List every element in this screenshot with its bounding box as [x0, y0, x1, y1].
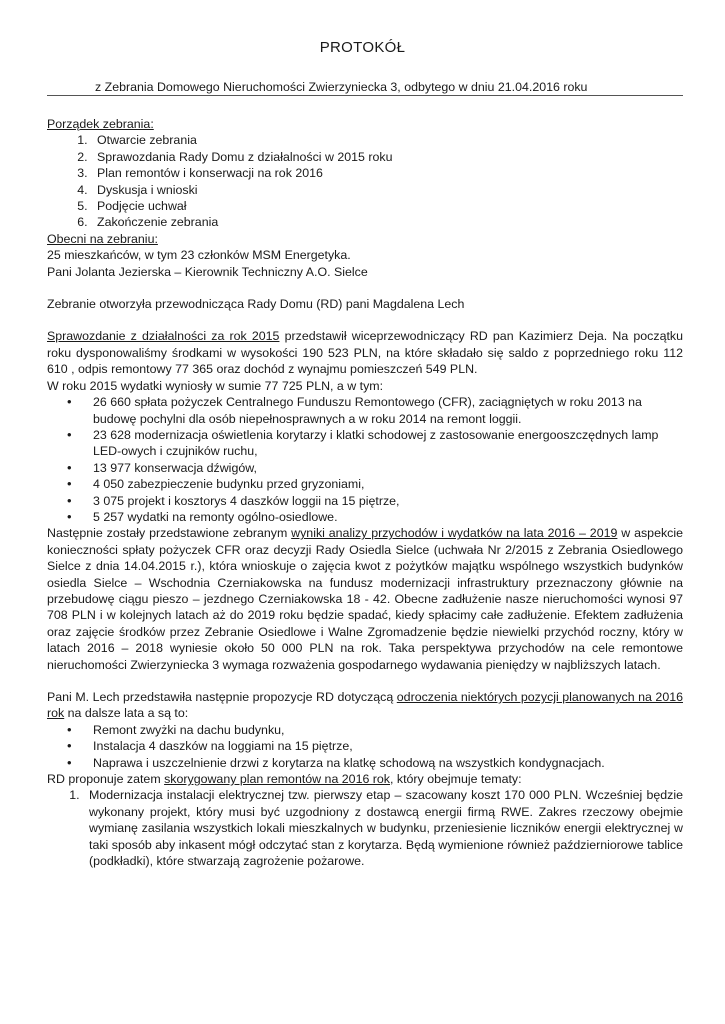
- list-item: 3. Plan remontów i konserwacji na rok 2016: [91, 165, 683, 181]
- list-item: • 4 050 zabezpieczenie budynku przed gryzoniami,: [87, 476, 683, 492]
- document-subtitle: z Zebrania Domowego Nieruchomości Zwierzyniecka 3, odbytego w dniu 21.04.2016 roku: [95, 80, 588, 94]
- list-item: • Naprawa i uszczelnienie drzwi z korytarza na klatkę schodową na wszystkich kondygnacjach.: [87, 755, 683, 771]
- analysis-pre: Następnie zostały przedstawione zebranym: [47, 526, 292, 541]
- expenses-list: [47, 394, 683, 525]
- analysis-link: wyniki analizy przychodów i wydatków na lata 2016 – 2019: [291, 526, 618, 541]
- list-item: 5. Podjęcie uchwał: [91, 198, 683, 214]
- list-item: • 5 257 wydatki na remonty ogólno-osiedlowe.: [87, 509, 683, 525]
- expenses-intro: W roku 2015 wydatki wyniosły w sumie 77 725 PLN, a w tym:: [47, 378, 384, 393]
- agenda-list: [47, 132, 683, 230]
- proposal-post: na dalsze lata a są to:: [64, 706, 189, 721]
- list-item: • 3 075 projekt i kosztorys 4 daszków loggii na 15 piętrze,: [87, 493, 683, 509]
- report-label: Sprawozdanie z działalności za rok 2015: [47, 329, 280, 344]
- list-item: • Instalacja 4 daszków na loggiami na 15 piętrze,: [87, 738, 683, 754]
- proposal-link: odroczenia niektórych pozycji planowanych na 2016 rok: [47, 690, 683, 721]
- attendance-heading: Obecni na zebraniu:: [47, 231, 158, 246]
- list-item: 6. Zakończenie zebrania: [91, 214, 683, 230]
- list-item: 2. Sprawozdania Rady Domu z działalności w 2015 roku: [91, 149, 683, 165]
- report-text: przedstawił wiceprzewodniczący RD pan Kazimierz Deja. Na początku roku dysponowaliśmy środkami w wysokości 190 523 PLN, na które składało się saldo z poprzedniego roku 112 610 , odpis remontowy 77 365 oraz dochód z wynajmu pomieszczeń 549 PLN.: [47, 329, 683, 377]
- corrected-plan-paragraph: [47, 771, 683, 787]
- corrected-pre: RD proponuje zatem: [47, 772, 165, 787]
- attendance-line: 25 mieszkańców, w tym 23 członków MSM Energetyka.: [47, 248, 351, 263]
- agenda-heading: Porządek zebrania:: [47, 117, 154, 131]
- corrected-link: skorygowany plan remontów na 2016 rok: [164, 772, 391, 787]
- list-item: • 26 660 spłata pożyczek Centralnego Funduszu Remontowego (CFR), zaciągniętych w roku 2013 na budowę pochylni dla osób niepełnosprawnych a w roku 2014 na remont loggii.: [87, 394, 683, 427]
- analysis-post: w aspekcie konieczności spłaty pożyczek CFR oraz decyzji Rady Osiedla Sielce (uchwała Nr 2/2015 z Zebrania Osiedlowego Sielce z dnia 14.04.2015 r.), która wnioskuje o zajęcia kwot z pożytków majątku wspólnego wszystkich budynków osiedla Sielce – Wschodnia Czerniakowska na fundusz modernizacji infrastruktury przeznaczony głównie na przebudowę ciągu pieszo – jezdnego Czerniakowska 18 - 42. Obecne zadłużenie nasze nieruchomości wynosi 97 708 PLN i w kolejnych latach aż do 2019 roku będzie spadać, kiedy spłacimy całe zadłużenie. Efektem zadłużenia oraz zajęcie środków przez Zebranie Osiedlowe i Walne Zgromadzenie będzie niewielki przychód roczny, który w latach 2016 – 2018 wyniesie około 50 000 PLN na rok. Taka perspektywa przychodów na cele remontowe nieruchomości Zwierzyniecka 3 wymaga rozważenia gospodarnego wydawania pieniędzy w najbliższych latach.: [47, 526, 683, 672]
- title-divider: [47, 95, 683, 96]
- list-item: 1. Modernizacja instalacji elektrycznej tzw. pierwszy etap – szacowany koszt 170 000 PLN. Wcześniej będzie wykonany projekt, który musi być uzgodniony z dostawcą energii firmą RWE. Zakres rzeczowy obejmie wymianę zasilania wszystkich lokali mieszkalnych w budynku, przeniesienie liczników energii elektrycznej w taki sposób aby inkasent mógł odczytać stan z korytarza. Będą wymienione również październiorowe tablice (podkładki), które stwarzają zagrożenie pożarowe.: [83, 787, 683, 869]
- list-item: • Remont zwyżki na dachu budynku,: [87, 722, 683, 738]
- report-paragraph: [47, 328, 683, 377]
- opening-statement: Zebranie otworzyła przewodnicząca Rady Domu (RD) pani Magdalena Lech: [47, 297, 465, 312]
- analysis-paragraph: [47, 525, 683, 673]
- proposal-paragraph: [47, 689, 683, 722]
- attendance-line: Pani Jolanta Jezierska – Kierownik Techniczny A.O. Sielce: [47, 264, 368, 279]
- corrected-plan-list: [47, 787, 683, 869]
- list-item: 4. Dyskusja i wnioski: [91, 182, 683, 198]
- list-item: 1. Otwarcie zebrania: [91, 132, 683, 148]
- corrected-post: , który obejmuje tematy:: [390, 772, 522, 787]
- list-item: • 23 628 modernizacja oświetlenia korytarzy i klatki schodowej z zastosowanie energooszczędnych lamp LED-owych i czujników ruchu,: [87, 427, 683, 460]
- proposal-pre: Pani M. Lech przedstawiła następnie propozycje RD dotyczącą: [47, 690, 397, 704]
- postponed-list: [47, 722, 683, 771]
- document-body: [47, 116, 683, 869]
- document-title: PROTOKÓŁ: [319, 39, 406, 56]
- list-item: • 13 977 konserwacja dźwigów,: [87, 460, 683, 476]
